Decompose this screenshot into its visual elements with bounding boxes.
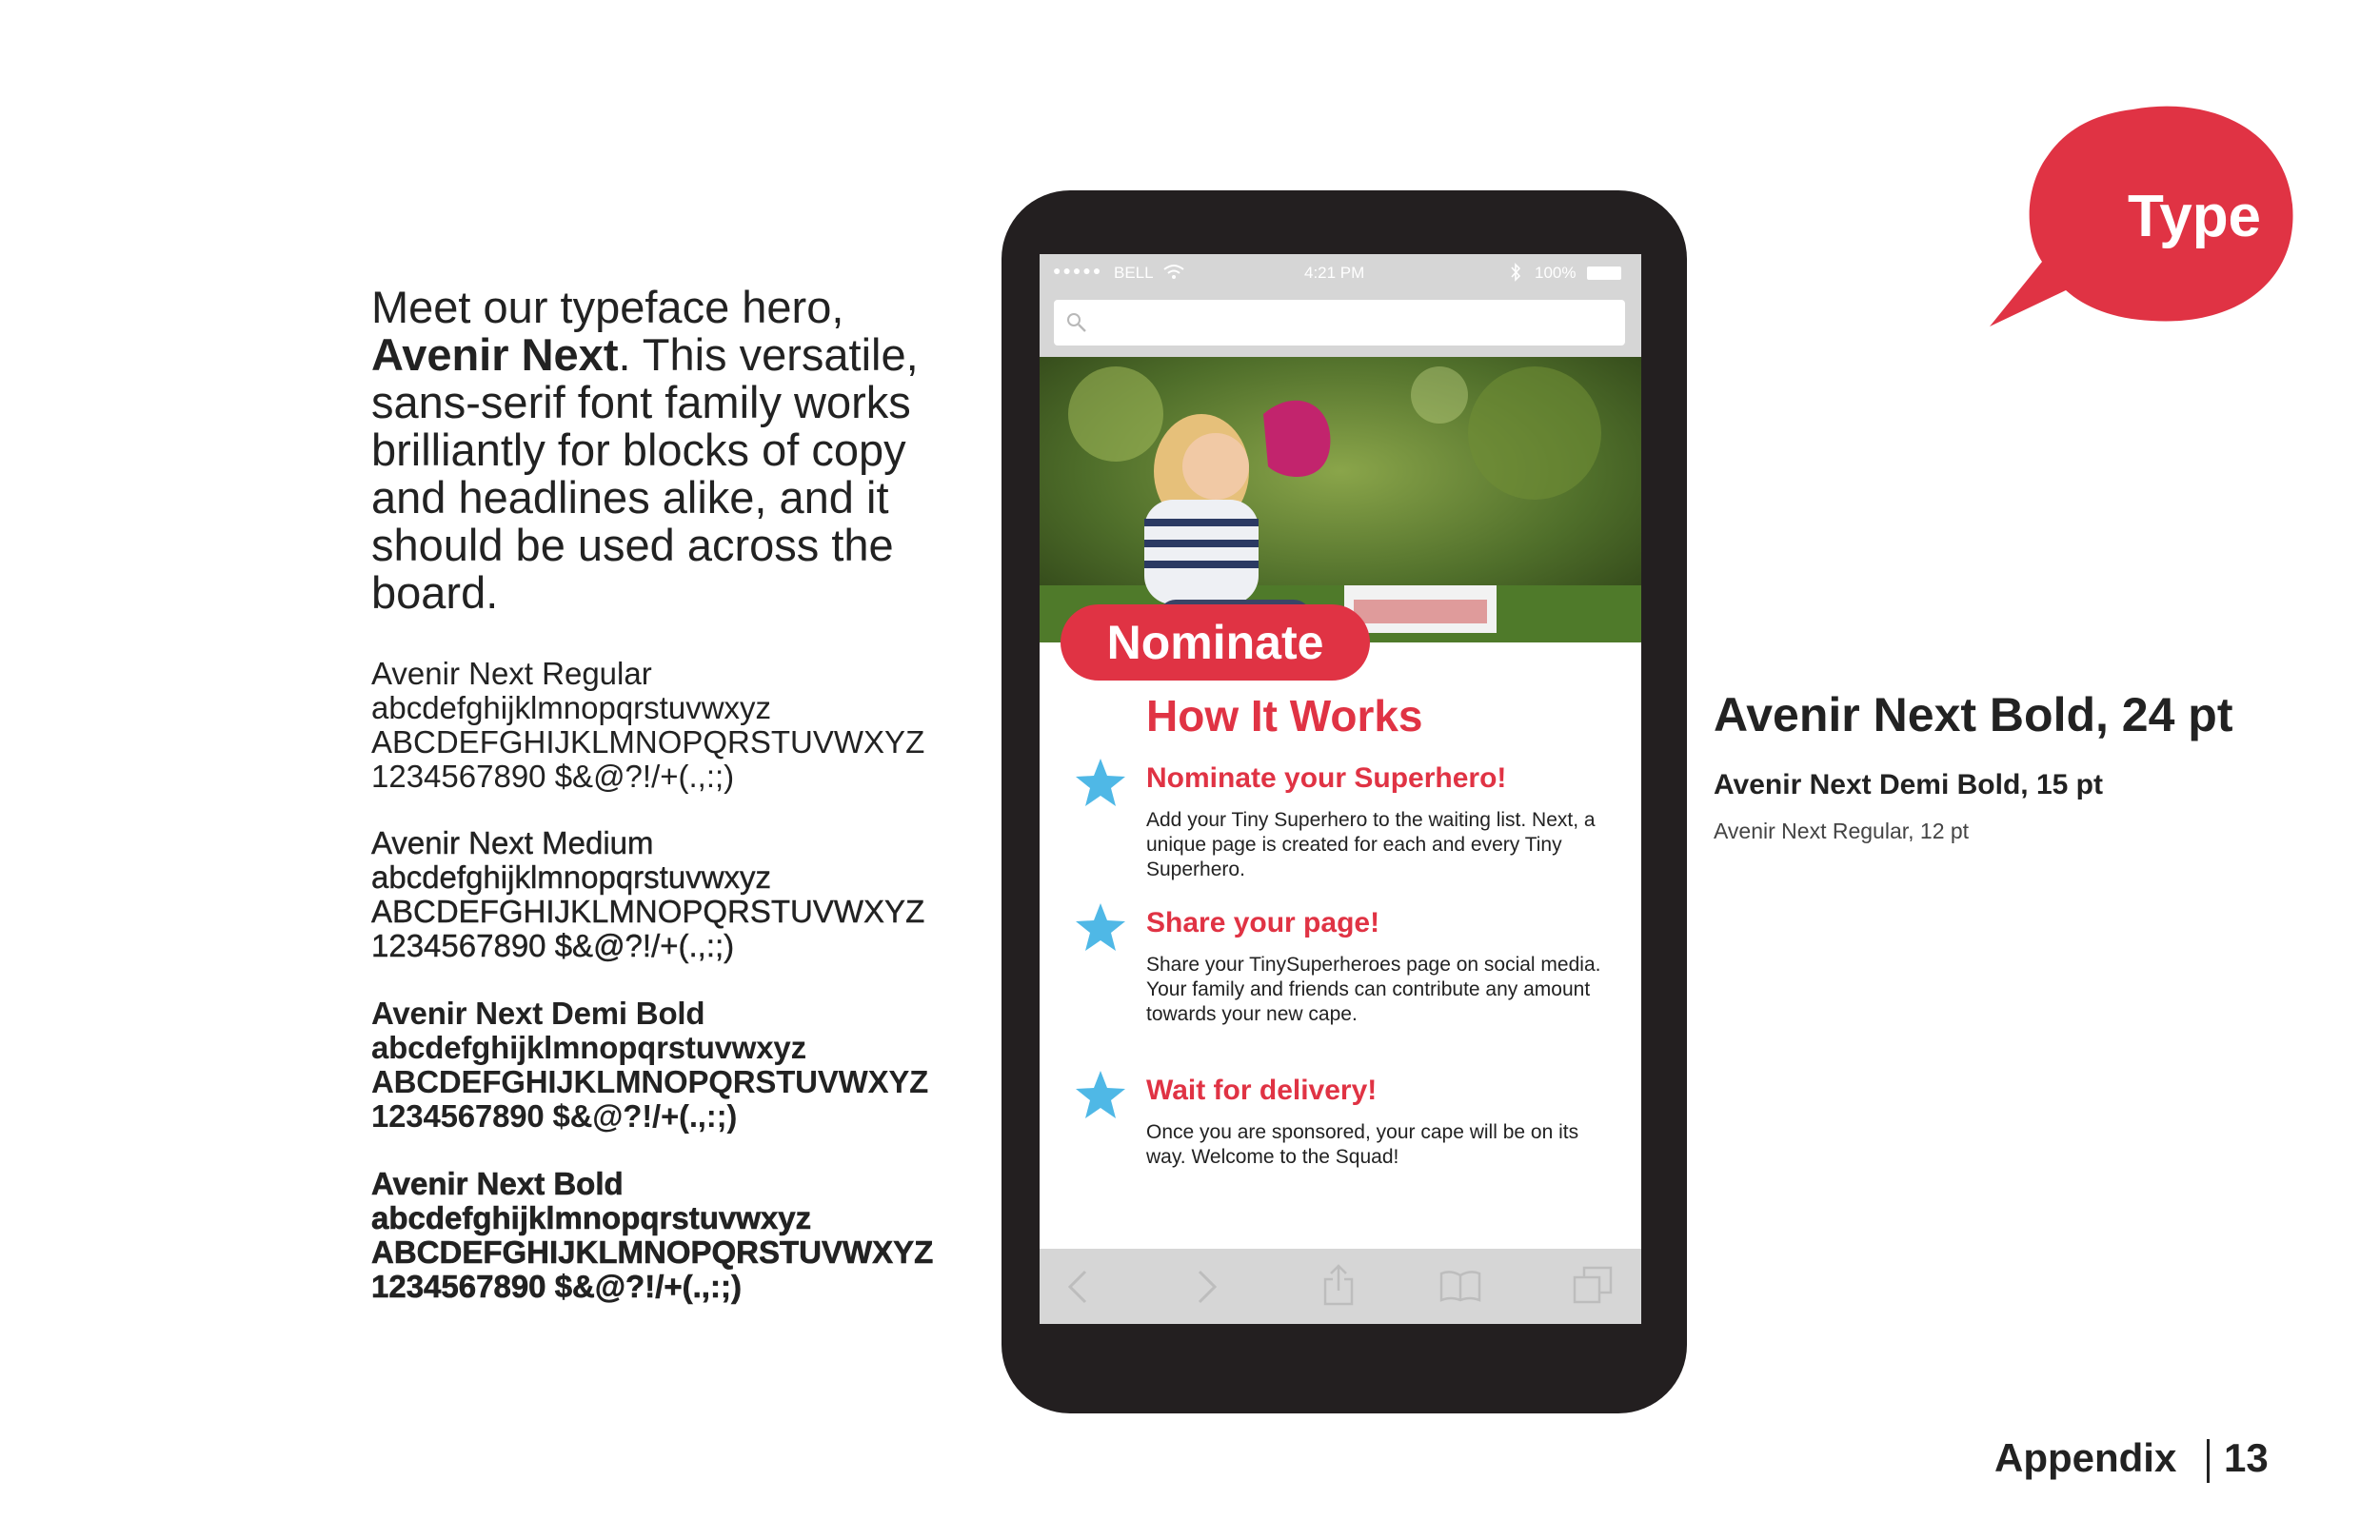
specimen-demi-bold [371,997,1000,1134]
bubble-label: Type [2127,184,2262,249]
browser-toolbar [1040,1249,1641,1324]
specimen-uppercase: ABCDEFGHIJKLMNOPQRSTUVWXYZ [371,894,925,929]
hero-photo [1040,357,1641,642]
specimen-digits: 1234567890 $&@?!/+(.,:;) [371,1098,738,1134]
specimen-uppercase: ABCDEFGHIJKLMNOPQRSTUVWXYZ [371,724,925,760]
specimen-uppercase: ABCDEFGHIJKLMNOPQRSTUVWXYZ [371,1234,934,1270]
battery-percent: 100% [1535,264,1577,282]
tabs-icon[interactable] [1573,1266,1613,1304]
intro-font-name: Avenir Next [371,329,619,380]
specimen-medium [371,826,1000,963]
phone-screen [1040,254,1641,1324]
status-bar [1040,254,1641,292]
intro-paragraph [371,284,981,617]
specimen-regular [371,657,1000,794]
specimen-name: Avenir Next Demi Bold [371,996,705,1031]
forward-icon[interactable] [1196,1270,1219,1304]
step-body: Share your TinySuperheroes page on social media. Your family and friends can contribute any amount towards your new cape. [1146,954,1601,1025]
specimen-digits: 1234567890 $&@?!/+(.,:;) [371,1269,742,1304]
address-bar [1040,292,1641,357]
search-icon [1065,311,1088,334]
wifi-icon [1163,264,1184,281]
share-icon[interactable] [1321,1264,1356,1306]
specimen-lowercase: abcdefghijklmnopqrstuvwxyz [371,1030,806,1065]
status-time: 4:21 PM [1304,264,1365,282]
carrier-label: BELL [1114,264,1154,282]
star-icon [1074,757,1127,808]
specimen-name: Avenir Next Regular [371,656,652,691]
step-title: Wait for delivery! [1146,1075,1378,1106]
intro-rest: . This versatile, sans-serif font family works brilliantly for blocks of copy and headlines alike, and it should be used across the board. [371,329,919,618]
step-body: Add your Tiny Superhero to the waiting list. Next, a unique page is created for each and every Tiny Superhero. [1146,809,1596,880]
bookmarks-icon[interactable] [1439,1270,1481,1302]
specimen-name: Avenir Next Bold [371,1166,624,1201]
footer-section-label: Appendix [1994,1435,2177,1480]
step-title: Nominate your Superhero! [1146,762,1507,794]
specimen-lowercase: abcdefghijklmnopqrstuvwxyz [371,1200,812,1235]
bluetooth-icon [1510,263,1521,282]
specimen-name: Avenir Next Medium [371,825,654,860]
sample-bold-24pt: Avenir Next Bold, 24 pt [1714,688,2233,741]
sample-regular-12pt: Avenir Next Regular, 12 pt [1714,819,1970,843]
star-icon [1074,901,1127,953]
sample-demi-bold-15pt: Avenir Next Demi Bold, 15 pt [1714,769,2103,800]
star-icon [1074,1069,1127,1120]
specimen-lowercase: abcdefghijklmnopqrstuvwxyz [371,859,772,895]
back-icon[interactable] [1066,1270,1089,1304]
section-title: How It Works [1146,691,1423,740]
step-title: Share your page! [1146,907,1380,938]
specimen-lowercase: abcdefghijklmnopqrstuvwxyz [371,690,772,725]
page-number: 13 [2224,1435,2269,1480]
search-input[interactable] [1054,300,1625,346]
step-body: Once you are sponsored, your cape will be on its way. Welcome to the Squad! [1146,1121,1579,1168]
specimen-digits: 1234567890 $&@?!/+(.,:;) [371,759,735,794]
signal-dots-icon: ●●●●● [1053,263,1103,278]
footer-divider [2207,1439,2210,1483]
intro-line1: Meet our typeface hero, [371,282,844,332]
battery-icon [1587,267,1621,280]
specimen-bold [371,1167,1000,1304]
specimen-uppercase: ABCDEFGHIJKLMNOPQRSTUVWXYZ [371,1064,929,1099]
specimen-digits: 1234567890 $&@?!/+(.,:;) [371,928,735,963]
nominate-label: Nominate [1106,616,1324,669]
